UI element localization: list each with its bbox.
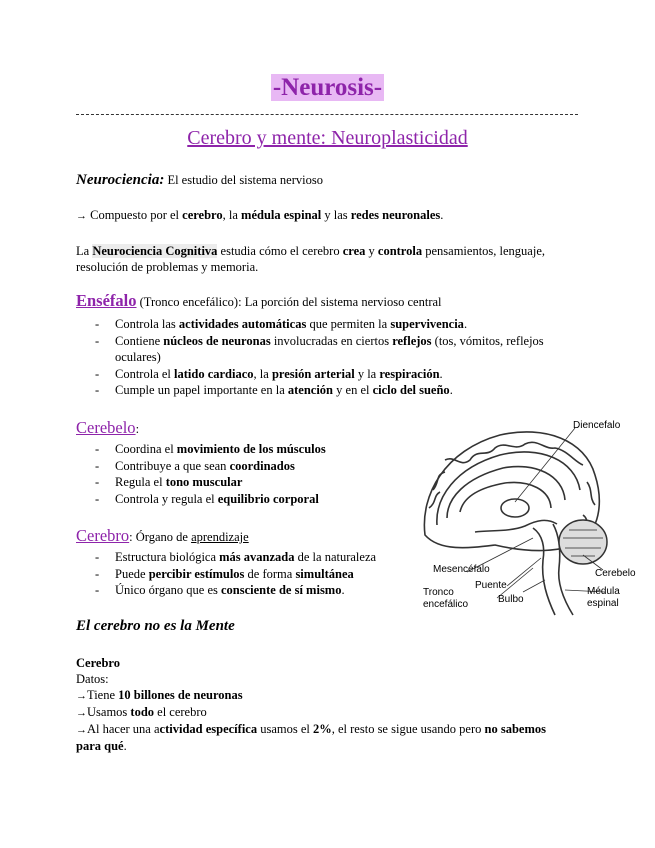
- cerebro-section: Cerebro: Órgano de aprendizaje: [76, 526, 249, 545]
- list-item: - Controla y regula el equilibrio corporal: [76, 491, 406, 508]
- cerebelo-list: [76, 441, 406, 507]
- cerebelo-section: Cerebelo:: [76, 418, 140, 437]
- list-item: - Único órgano que es consciente de sí mismo.: [76, 582, 406, 599]
- arrow-icon: →: [76, 210, 87, 222]
- label-tronco: Tronco: [423, 587, 454, 598]
- arrow-icon: →: [76, 724, 87, 736]
- fact-item: →Tiene 10 billones de neuronas: [76, 688, 243, 702]
- list-item: - Controla las actividades automáticas que permiten la supervivencia.: [76, 316, 566, 333]
- cerebro-label: Cerebro: [76, 656, 120, 670]
- mente-heading: El cerebro no es la Mente: [76, 618, 235, 634]
- label-mesencefalo: Mesencéfalo: [433, 564, 490, 575]
- arrow-icon: →: [76, 707, 87, 719]
- list-item: - Puede percibir estímulos de forma simultánea: [76, 566, 406, 583]
- label-puente: Puente: [475, 580, 507, 591]
- label-cerebelo: Cerebelo: [595, 568, 636, 579]
- label-bulbo: Bulbo: [498, 594, 524, 605]
- label-medula: Médula: [587, 586, 620, 597]
- label-diencefalo: Diencefalo: [573, 420, 621, 431]
- list-item: - Contiene núcleos de neuronas involucradas en ciertos reflejos (tos, vómitos, reflejos oculares): [76, 333, 566, 366]
- cerebellum-shape: [559, 520, 607, 564]
- list-item: - Coordina el movimiento de los músculos: [76, 441, 406, 458]
- list-item: - Cumple un papel importante en la atención y en el ciclo del sueño.: [76, 382, 566, 399]
- neurociencia-composition: → Compuesto por el cerebro, la médula espinal y las redes neuronales.: [76, 208, 444, 222]
- page-subtitle: Cerebro y mente: Neuroplasticidad: [187, 127, 468, 149]
- cerebro-list: [76, 549, 406, 599]
- neurociencia-definition: Neurociencia: El estudio del sistema nervioso: [76, 172, 323, 188]
- cerebelo-heading: Cerebelo: [76, 418, 136, 437]
- ensefalo-section: Enséfalo (Tronco encefálico): La porción del sistema nervioso central: [76, 291, 442, 310]
- cerebro-heading: Cerebro: [76, 526, 130, 545]
- ensefalo-list: [76, 316, 566, 399]
- page-title: -Neurosis-: [272, 74, 383, 101]
- list-item: - Estructura biológica más avanzada de la naturaleza: [76, 549, 406, 566]
- fact-item: →Usamos todo el cerebro: [76, 705, 207, 719]
- datos-label: Datos:: [76, 672, 109, 686]
- list-item: - Regula el tono muscular: [76, 474, 406, 491]
- dashed-divider: [76, 114, 578, 115]
- brain-diagram: [415, 420, 655, 620]
- arrow-icon: →: [76, 690, 87, 702]
- list-item: - Contribuye a que sean coordinados: [76, 458, 406, 475]
- label-encefalico: encefálico: [423, 599, 469, 610]
- label-espinal: espinal: [587, 598, 619, 609]
- list-item: - Controla el latido cardiaco, la presión arterial y la respiración.: [76, 366, 566, 383]
- ensefalo-heading: Enséfalo: [76, 291, 137, 310]
- fact-item: →Al hacer una actividad específica usamos el 2%, el resto se sigue usando pero no sabemos para qué.: [76, 722, 546, 753]
- cognitiva-paragraph: La Neurociencia Cognitiva estudia cómo el cerebro crea y controla pensamientos, lenguaje, resolución de problemas y memoria.: [76, 244, 545, 274]
